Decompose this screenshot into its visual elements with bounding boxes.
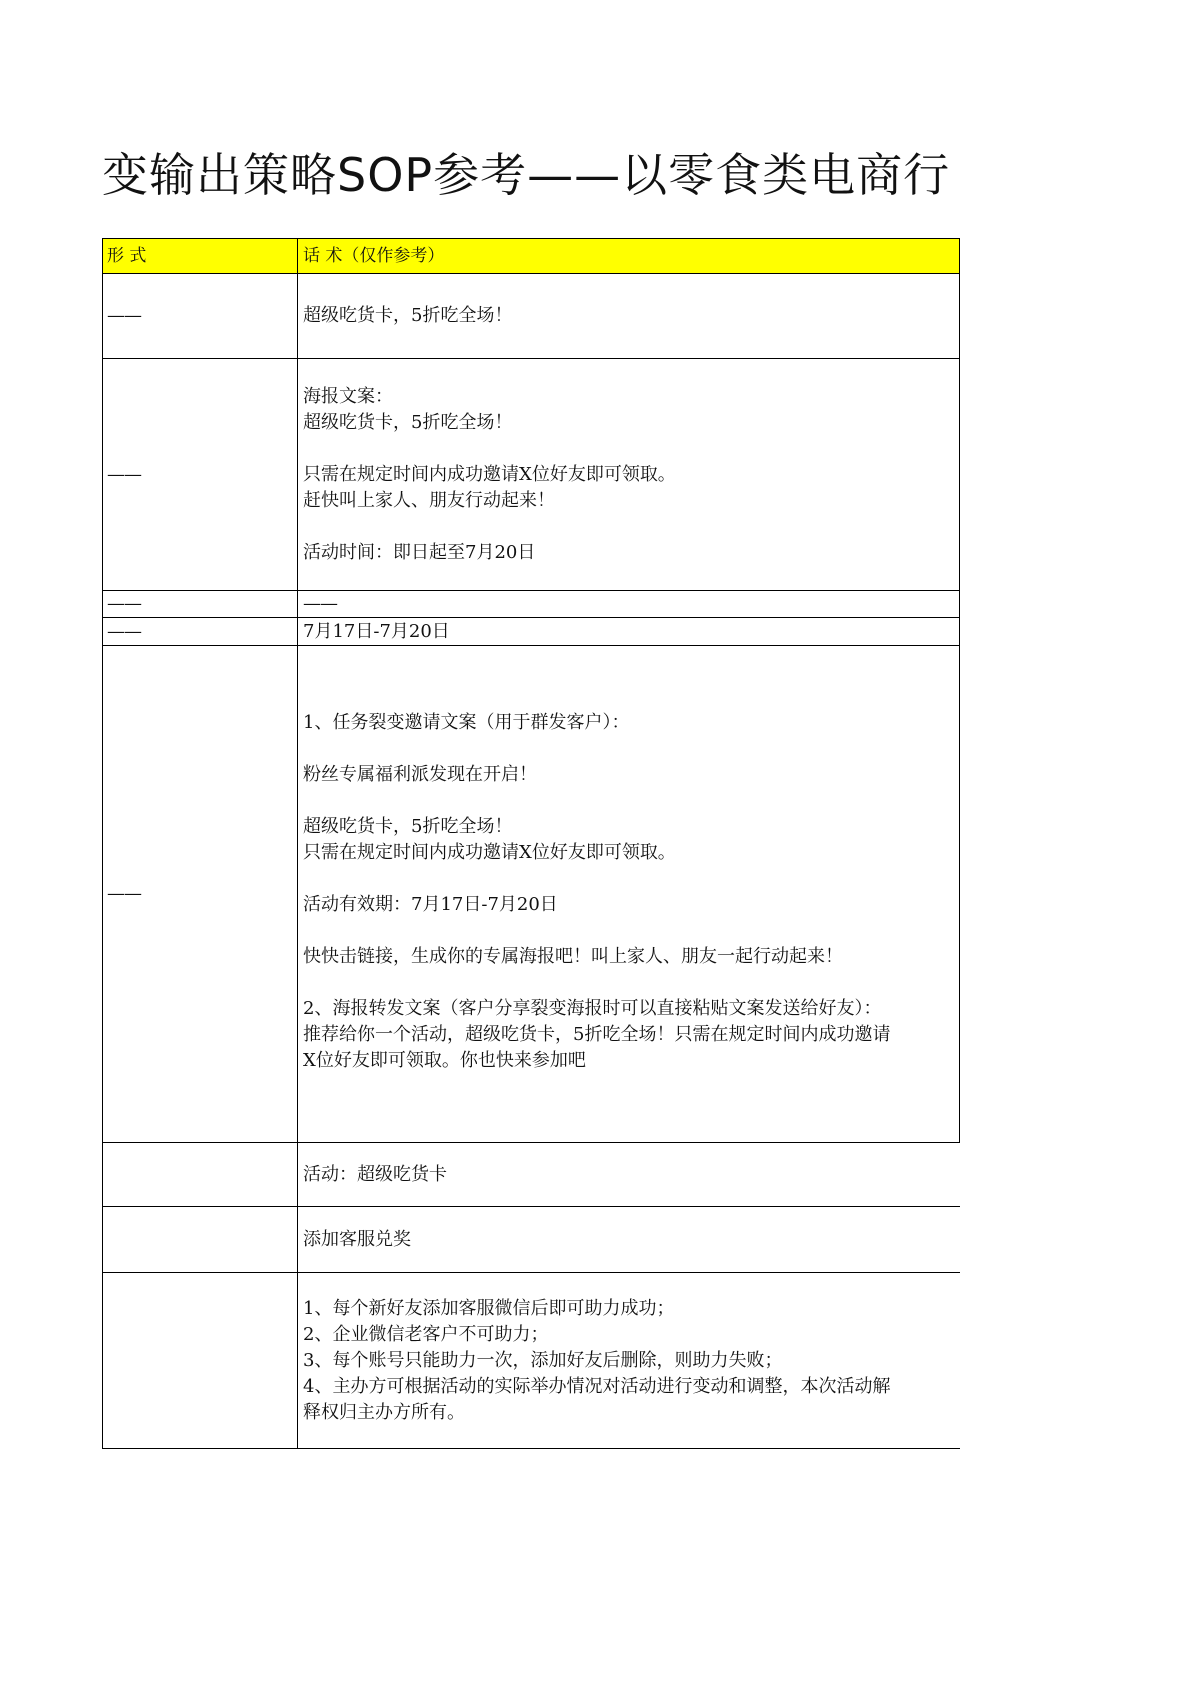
script-line: 4、主办方可根据活动的实际举办情况对活动进行变动和调整，本次活动解: [303, 1375, 891, 1397]
table-row: [102, 646, 960, 1143]
script-line: [303, 514, 951, 540]
script-line: 7月17日-7月20日: [303, 620, 450, 642]
script-line: 活动有效期：7月17日-7月20日: [303, 894, 558, 915]
row-form-cell: ——: [102, 591, 298, 617]
table-row: [102, 618, 960, 646]
sop-table: [102, 238, 960, 1449]
row-form-cell: ——: [102, 618, 298, 645]
script-line: [303, 918, 951, 944]
row-script-cell: [298, 274, 960, 358]
script-line: 快快击链接，生成你的专属海报吧！叫上家人、朋友一起行动起来！: [303, 946, 843, 967]
row-form-cell: ——: [102, 274, 298, 358]
row-script-cell: [298, 591, 960, 617]
script-line: 3、每个账号只能助力一次，添加好友后删除，则助力失败；: [303, 1349, 783, 1371]
table-row: [102, 591, 960, 618]
table-row: [102, 1273, 960, 1449]
row-form-cell: [102, 1273, 298, 1448]
script-line: 只需在规定时间内成功邀请X位好友即可领取。: [303, 463, 676, 485]
page-title: 变输出策略SOP参考——以零食类电商行: [102, 148, 951, 202]
script-line: 超级吃货卡，5折吃全场！: [303, 816, 513, 837]
script-line: 只需在规定时间内成功邀请X位好友即可领取。: [303, 842, 676, 863]
script-line: 2、企业微信老客户不可助力；: [303, 1323, 549, 1345]
script-line: 添加客服兑奖: [303, 1228, 411, 1250]
script-line: 活动：超级吃货卡: [303, 1163, 447, 1185]
script-line: [303, 788, 951, 814]
row-script-cell: [298, 359, 960, 590]
table-header-row: [102, 238, 960, 274]
script-line: 释权归主办方所有。: [303, 1401, 465, 1423]
script-line: [303, 866, 951, 892]
script-line: 超级吃货卡，5折吃全场！: [303, 305, 513, 326]
header-script: 话 术（仅作参考）: [298, 239, 960, 273]
row-script-cell: [298, 618, 960, 645]
script-line: [303, 970, 951, 996]
row-script-cell: [298, 1207, 960, 1272]
script-line: X位好友即可领取。你也快来参加吧: [303, 1050, 586, 1071]
header-form: 形 式: [102, 239, 298, 273]
script-line: 超级吃货卡，5折吃全场！: [303, 411, 513, 433]
row-form-cell: ——: [102, 359, 298, 590]
script-line: [303, 736, 951, 762]
row-script-cell: [298, 646, 960, 1142]
table-row: [102, 359, 960, 591]
script-line: 1、每个新好友添加客服微信后即可助力成功；: [303, 1297, 675, 1319]
table-row: [102, 274, 960, 359]
script-line: 赶快叫上家人、朋友行动起来！: [303, 489, 555, 511]
script-line: 1、任务裂变邀请文案（用于群发客户）：: [303, 712, 630, 733]
script-line: 粉丝专属福利派发现在开启！: [303, 764, 537, 785]
row-form-cell: [102, 1207, 298, 1272]
script-line: 2、海报转发文案（客户分享裂变海报时可以直接粘贴文案发送给好友）：: [303, 998, 882, 1019]
row-form-cell: [102, 1143, 298, 1206]
script-line: 海报文案：: [303, 385, 393, 407]
table-row: [102, 1207, 960, 1273]
row-script-cell: [298, 1273, 960, 1448]
table-row: [102, 1143, 960, 1207]
script-line: 推荐给你一个活动，超级吃货卡，5折吃全场！只需在规定时间内成功邀请: [303, 1024, 891, 1045]
row-form-cell: ——: [102, 646, 298, 1142]
row-script-cell: [298, 1143, 960, 1206]
script-line: [303, 436, 951, 462]
script-line: ——: [303, 593, 337, 614]
script-line: 活动时间：即日起至7月20日: [303, 541, 536, 563]
